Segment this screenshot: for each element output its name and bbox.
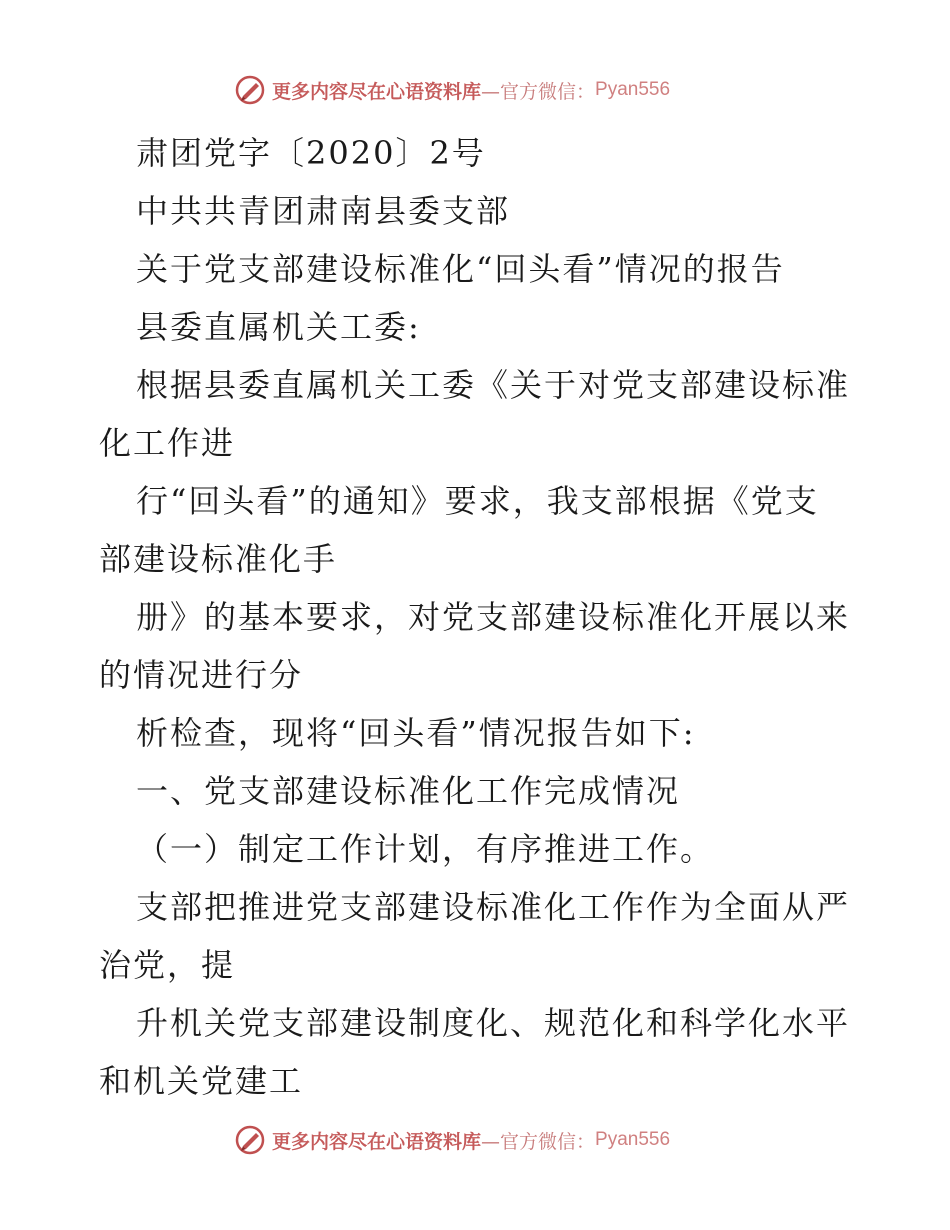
text-line: 升机关党支部建设制度化、规范化和科学化水平 <box>136 1004 851 1042</box>
watermark-main-text: 更多内容尽在心语资料库 <box>272 80 482 103</box>
pen-logo-icon <box>234 1124 266 1156</box>
watermark-footer <box>234 1122 670 1158</box>
text-line: 中共共青团肃南县委支部 <box>136 192 511 230</box>
watermark-main-text: 更多内容尽在心语资料库 <box>272 1130 482 1153</box>
watermark-wechat-id: Pyan556 <box>595 79 671 100</box>
text-line: 支部把推进党支部建设标准化工作作为全面从严 <box>136 888 851 926</box>
watermark-header <box>234 72 670 108</box>
text-line: 的情况进行分 <box>99 656 304 694</box>
text-line: 部建设标准化手 <box>99 540 338 578</box>
watermark-sub-text: —官方微信： <box>481 1130 596 1153</box>
text-line: 治党，提 <box>99 946 236 984</box>
document-body <box>99 124 855 1110</box>
watermark-sub-text: —官方微信： <box>481 80 596 103</box>
text-line: 行“回头看”的通知》要求，我支部根据《党支 <box>136 482 819 520</box>
text-line: 册》的基本要求，对党支部建设标准化开展以来 <box>136 598 851 636</box>
text-line: 析检查，现将“回头看”情况报告如下: <box>136 714 696 752</box>
text-line: （一）制定工作计划，有序推进工作。 <box>136 830 715 868</box>
text-line: 肃团党字〔2020〕2号 <box>136 134 486 172</box>
text-line: 化工作进 <box>99 424 236 462</box>
pen-logo-icon <box>234 74 266 106</box>
watermark-wechat-id: Pyan556 <box>595 1129 671 1150</box>
text-line: 县委直属机关工委: <box>136 308 421 346</box>
text-line: 关于党支部建设标准化“回头看”情况的报告 <box>136 250 785 288</box>
text-line: 一、党支部建设标准化工作完成情况 <box>136 772 681 810</box>
text-line: 和机关党建工 <box>99 1062 304 1100</box>
text-line: 根据县委直属机关工委《关于对党支部建设标准 <box>136 366 851 404</box>
